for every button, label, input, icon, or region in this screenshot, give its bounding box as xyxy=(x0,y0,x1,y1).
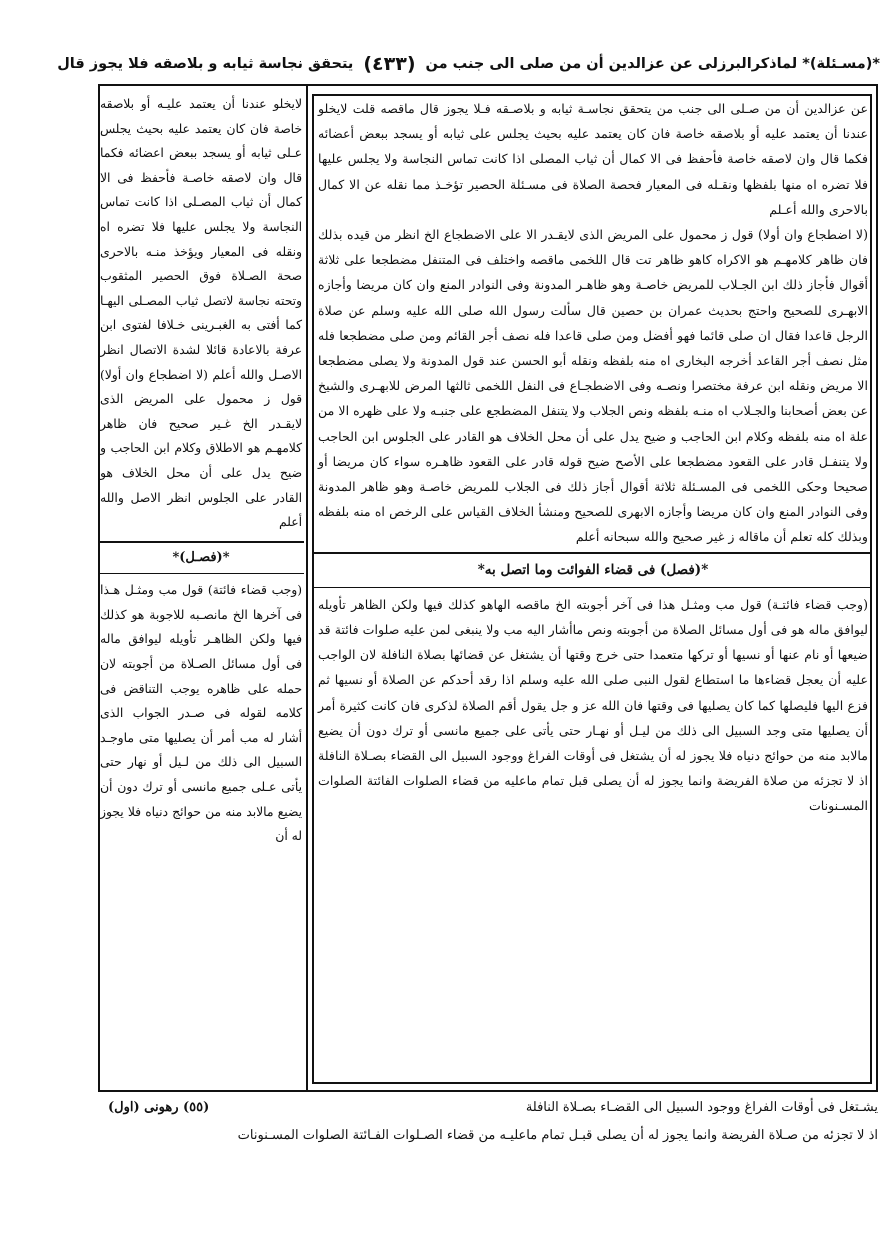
footer-line-2: اذ لا تجزئه من صـلاة الفريضة وانما يجوز له أن يصلى قبـل تمام ماعليـه من قضاء الصـلوات الفـائتة الصلوات المسـنونات xyxy=(237,1128,878,1143)
side-text-bottom: (وجب قضاء فائتة) قول مب ومثـل هـذا فى آخرها الخ مانصـبه للاجوبة هو كذلك فيها ولكن الظاهـر تأويله ليوافق ماله فى أول مسائل الصـلاة من أجوبته لان حمله على ظاهره يوجب التناقض فى كلامه لقوله فى صـدر الجواب الذى أشار له مب أمر أن يصليها متى ماوجـد السبيل الى ذلك من لـيل أو نهار حتى يأتى عـلى جميع مانسى أو ترك دون أن يضيع مالابد منه من حوائج دنياه فلا يجوز له أن xyxy=(100,583,302,844)
page-number: (٤٣٣) xyxy=(363,53,416,75)
main-column xyxy=(318,96,868,1082)
header-running-title-continued: يتحقق نجاسة ثيابه و بلاصقه فلا يجوز قال xyxy=(57,56,354,72)
section-heading: *(فصل) فى قضاء الفوائت وما اتصل به* xyxy=(314,552,872,588)
side-section-heading: *(فصـل)* xyxy=(98,541,304,575)
side-text-top: لايخلو عندنا أن يعتمد عليـه أو بلاصقه خاصة فان كان يعتمد عليه بحيث يجلس عـلى ثيابه أو يسجد ببعض اعضائه فكما قال وان لاصقه خاصـة فأحفظ فى الا كمال أن ثياب المصـلى اذا كانت تماس النجاسة ولا يجلس عليها فلا تضره اه ونقله فى المعيار ويؤخذ منـه بالاحرى صحة الصـلاة فوق الحصير المثقوب وتحته نجاسة لاتصل ثياب المصـلى اليهـا كما أفتى به الغبـرينى خـلافا لفتوى ابن عرفة بالاعادة قائلا لشدة الاتصال انظر الاصـل والله أعلم (لا اضطجاع وان أولا) قول ز محمول على المريض الذى لايقـدر الخ غـير صحيح فان ظاهر كلامهـم هو الاطلاق وكلام ابن الحاجب و ضيح يدل على أن محل الخلاف هو القادر على الجلوس انظر الاصل والله أعلم xyxy=(100,97,302,530)
side-column xyxy=(100,92,302,1084)
header-running-title: *(مسـئلة)* لماذكرالبرزلى عن عزالدين أن من صلى الى جنب من xyxy=(425,56,880,72)
section-paragraph: (وجب قضاء فائتـة) قول مب ومثـل هذا فى آخر أجوبته الخ ماقصه الهاهو كذلك فيها ولكن الظاهر تأويله ليوافق ماله هو فى أول مسائل الصلاة من أجوبته ونص ماأشار اليه مب ولا ينبغى لمن عليه صلوات فائتة قد ضيعها أو نام عنها أو نسيها أو تركها متعمدا حتى خرج وقتها أن يشتغل عن قضائها بصلاة النافلة لان الواجب عليه أن يعجل قضاءها ما استطاع لقول النبى صلى الله عليه وسلم اذا رقد أحدكم عن الصلاة أو نسيها ثم فزع اليها فليصلها كما كان يصليها فى وقتها فان الله عز و جل يقول أقم الصلاة لذكرى فان كانت كثيرة أمر أن يصليها متى وجد السبيل الى ذلك من ليـل أو نهـار حتى يأتى على جميع مانسى أو ترك دون أن يضيع مالابد منه من حوائج دنياه فلا يجوز له أن يشتغل فى أوقات الفراغ ووجود السبيل الى القضاء بصـلاة النافلة اذ لا تجزئه من صلاة الفريضة وانما يجوز له أن يصلى قبل تمام ماعليه من قضاء الصلوات الفائتة الصلوات المسـنونات xyxy=(318,596,868,814)
side-column-top-rule xyxy=(98,84,306,86)
page-header xyxy=(57,44,880,84)
main-paragraph-1: عن عزالدين أن من صـلى الى جنب من يتحقق نجاسـة ثيابه و بلاصـقه فـلا يجوز قال ماقصه قلت لايخلو عندنا أن يعتمد عليه أو بلاصقه خاصة فان كان يعتمد عليه بحيث يجلس على ثيابه أو يسجد ببعض أعضائه فكما قال وان لاصقه خاصة فأحفظ فى الا كمال أن ثياب المصلى اذا كانت تماس النجاسة ولا يجلس عليها فلا تضره اه منها بلفظها ونقـله فى المعيار فحصة الصلاة فى مسـئلة الحصير تؤخـذ مما نقله عن الا كمال بالاحرى والله أعـلم xyxy=(318,101,868,217)
page-footer xyxy=(98,1094,878,1150)
footer-text-continuation: يشـتغل فى أوقات الفراغ ووجود السبيل الى القضـاء بصـلاة النافلة xyxy=(525,1100,878,1115)
footer-line-1 xyxy=(98,1094,878,1122)
main-paragraph-2: (لا اضطجاع وان أولا) قول ز محمول على المريض الذى لايقـدر الا على الاضطجاع الخ انظر من قيده بذلك فان ظاهر كلامهـم هو الاكراه كاهو ظاهر تت قال اللخمى ماقصه واختلف فى المتنفل مضطجعا على ثلاثة أقوال فأجاز ذلك ابن الجـلاب للمريض خاصـة وهو ظاهـر المدونة وفى النوادر المنع وان كان مريضا وأجازه الابهـرى للصحيح واحتج بحديث عمران بن حصين قال سألت رسول الله صلى الله عليه وسلم عن صلاة الرجل قاعدا فقال ان صلى قائما فهو أفضل ومن صلى قاعدا فله نصف أجر القائم ومن صلى مضطجعا فله مثل نصف أجر القاعد أخرجه البخارى اه منه بلفظه ونقله أبو الحسن عند قول المدونة ولا يصلى مضطجعا الا مريض ونقله ابن عرفة مختصرا ونصـه وفى الاضطجـاع فى النفل اللخمى ثالثها المرض للابهـرى والشيخ عن بعض أصحابنا والجـلاب اه منـه بلفظه ونص الجلاب ولا يتنفل المضطجع على جنبـه ولا على ظهره الا من علة اه منه بلفظه وكلام ابن الحاجب و ضيح يدل على أن محل الخلاف هو القادر على الجلوس ابن الحاجب ولا يتنفـل قادر على القعود مضطجعا على الأصح ضيح قوله قادر على القعود ظاهـره سواء كان مريضا أو صحيحا وحكى اللخمى فى المسـئلة ثلاثة أقوال أجاز ذلك فى الجلاب للمريض خاصـة وهو ظاهر المدونة وفى النوادر المنع وان كان مريضا وأجازه الابهرى للصحيح ومنشأ الخلاف القياس على الرخص اه منه بلفظه وبذلك كله تعلم أن ماقاله ز غير صحيح والله سبحانه أعلم xyxy=(318,227,868,545)
signature-mark: (٥٥) رهونى (اول) xyxy=(108,1100,210,1115)
column-divider xyxy=(306,84,308,1092)
